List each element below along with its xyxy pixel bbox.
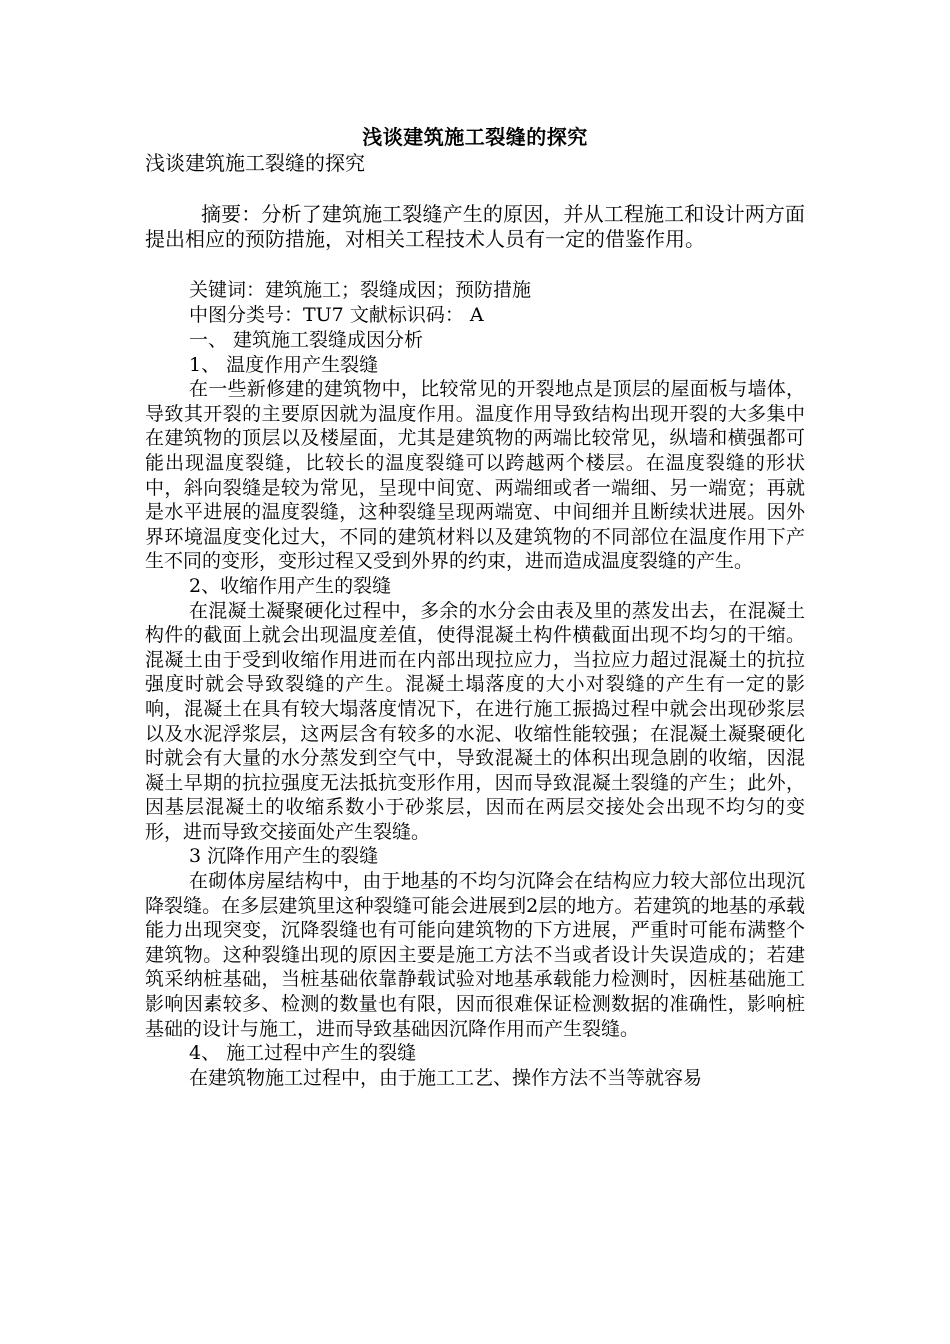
body-paragraph-1: 在一些新修建的建筑物中，比较常见的开裂地点是顶层的屋面板与墙体，导致其开裂的主要原因就为温度作用。温度作用导致结构出现开裂的大多集中在建筑物的顶层以及楼屋面，尤其是建筑物的两端比较常见，纵墙和横强都可能出现温度裂缝，比较长的温度裂缝可以跨越两个楼层。在温度裂缝的形状中，斜向裂缝是较为常见，呈现中间宽、两端细或者一端细、另一端宽；再就是水平进展的温度裂缝，这种裂缝呈现两端宽、中间细并且断续状进展。因外界环境温度变化过大，不同的建筑材料以及建筑物的不同部位在温度作用下产生不同的变形，变形过程又受到外界的约束，进而造成温度裂缝的产生。 (145, 378, 805, 573)
classification-line: 中图分类号：TU7 文献标识码： A (189, 304, 484, 326)
document-title: 浅谈建筑施工裂缝的探究 (362, 125, 588, 149)
abstract-paragraph: 摘要：分析了建筑施工裂缝产生的原因，并从工程施工和设计两方面提出相应的预防措施，对相关工程技术人员有一定的借鉴作用。 (145, 202, 805, 251)
body-paragraph-2: 在混凝土凝聚硬化过程中，多余的水分会由表及里的蒸发出去，在混凝土构件的截面上就会出现温度差值，使得混凝土构件横截面出现不均匀的干缩。混凝土由于受到收缩作用进而在内部出现拉应力，当拉应力超过混凝土的抗拉强度时就会导致裂缝的产生。混凝土塌落度的大小对裂缝的产生有一定的影响，混凝土在具有较大塌落度情况下，在进行施工振捣过程中就会出现砂浆层以及水泥浮浆层，这两层含有较多的水泥、收缩性能较强；在混凝土凝聚硬化时就会有大量的水分蒸发到空气中，导致混凝土的体积出现急剧的收缩，因混凝土早期的抗拉强度无法抵抗变形作用，因而导致混凝土裂缝的产生；此外，因基层混凝土的收缩系数小于砂浆层，因而在两层交接处会出现不均匀的变形，进而导致交接面处产生裂缝。 (145, 599, 805, 843)
subsection-heading-1: 1、 温度作用产生裂缝 (189, 353, 379, 376)
document-subtitle: 浅谈建筑施工裂缝的探究 (145, 151, 365, 175)
subsection-heading-4: 4、 施工过程中产生的裂缝 (189, 1042, 417, 1065)
keywords-line: 关键词：建筑施工；裂缝成因；预防措施 (189, 279, 532, 301)
body-paragraph-3: 在砌体房屋结构中，由于地基的不均匀沉降会在结构应力较大部位出现沉降裂缝。在多层建筑里这种裂缝可能会进展到2层的地方。若建筑的地基的承载能力出现突变，沉降裂缝也有可能向建筑物的下方进展，严重时可能布满整个建筑物。这种裂缝出现的原因主要是施工方法不当或者设计失误造成的；若建筑采纳桩基础，当桩基础依靠静载试验对地基承载能力检测时，因桩基础施工影响因素较多、检测的数量也有限，因而很难保证检测数据的准确性，影响桩基础的设计与施工，进而导致基础因沉降作用而产生裂缝。 (145, 870, 805, 1040)
document-page (145, 124, 805, 1090)
subsection-heading-3: 3 沉降作用产生的裂缝 (189, 845, 379, 868)
spacer (145, 176, 805, 202)
spacer (145, 252, 805, 278)
section-heading-1: 一、 建筑施工裂缝成因分析 (189, 329, 424, 351)
body-paragraph-4: 在建筑物施工过程中，由于施工工艺、操作方法不当等就容易 (189, 1066, 703, 1089)
subsection-heading-2: 2、收缩作用产生的裂缝 (189, 574, 392, 597)
